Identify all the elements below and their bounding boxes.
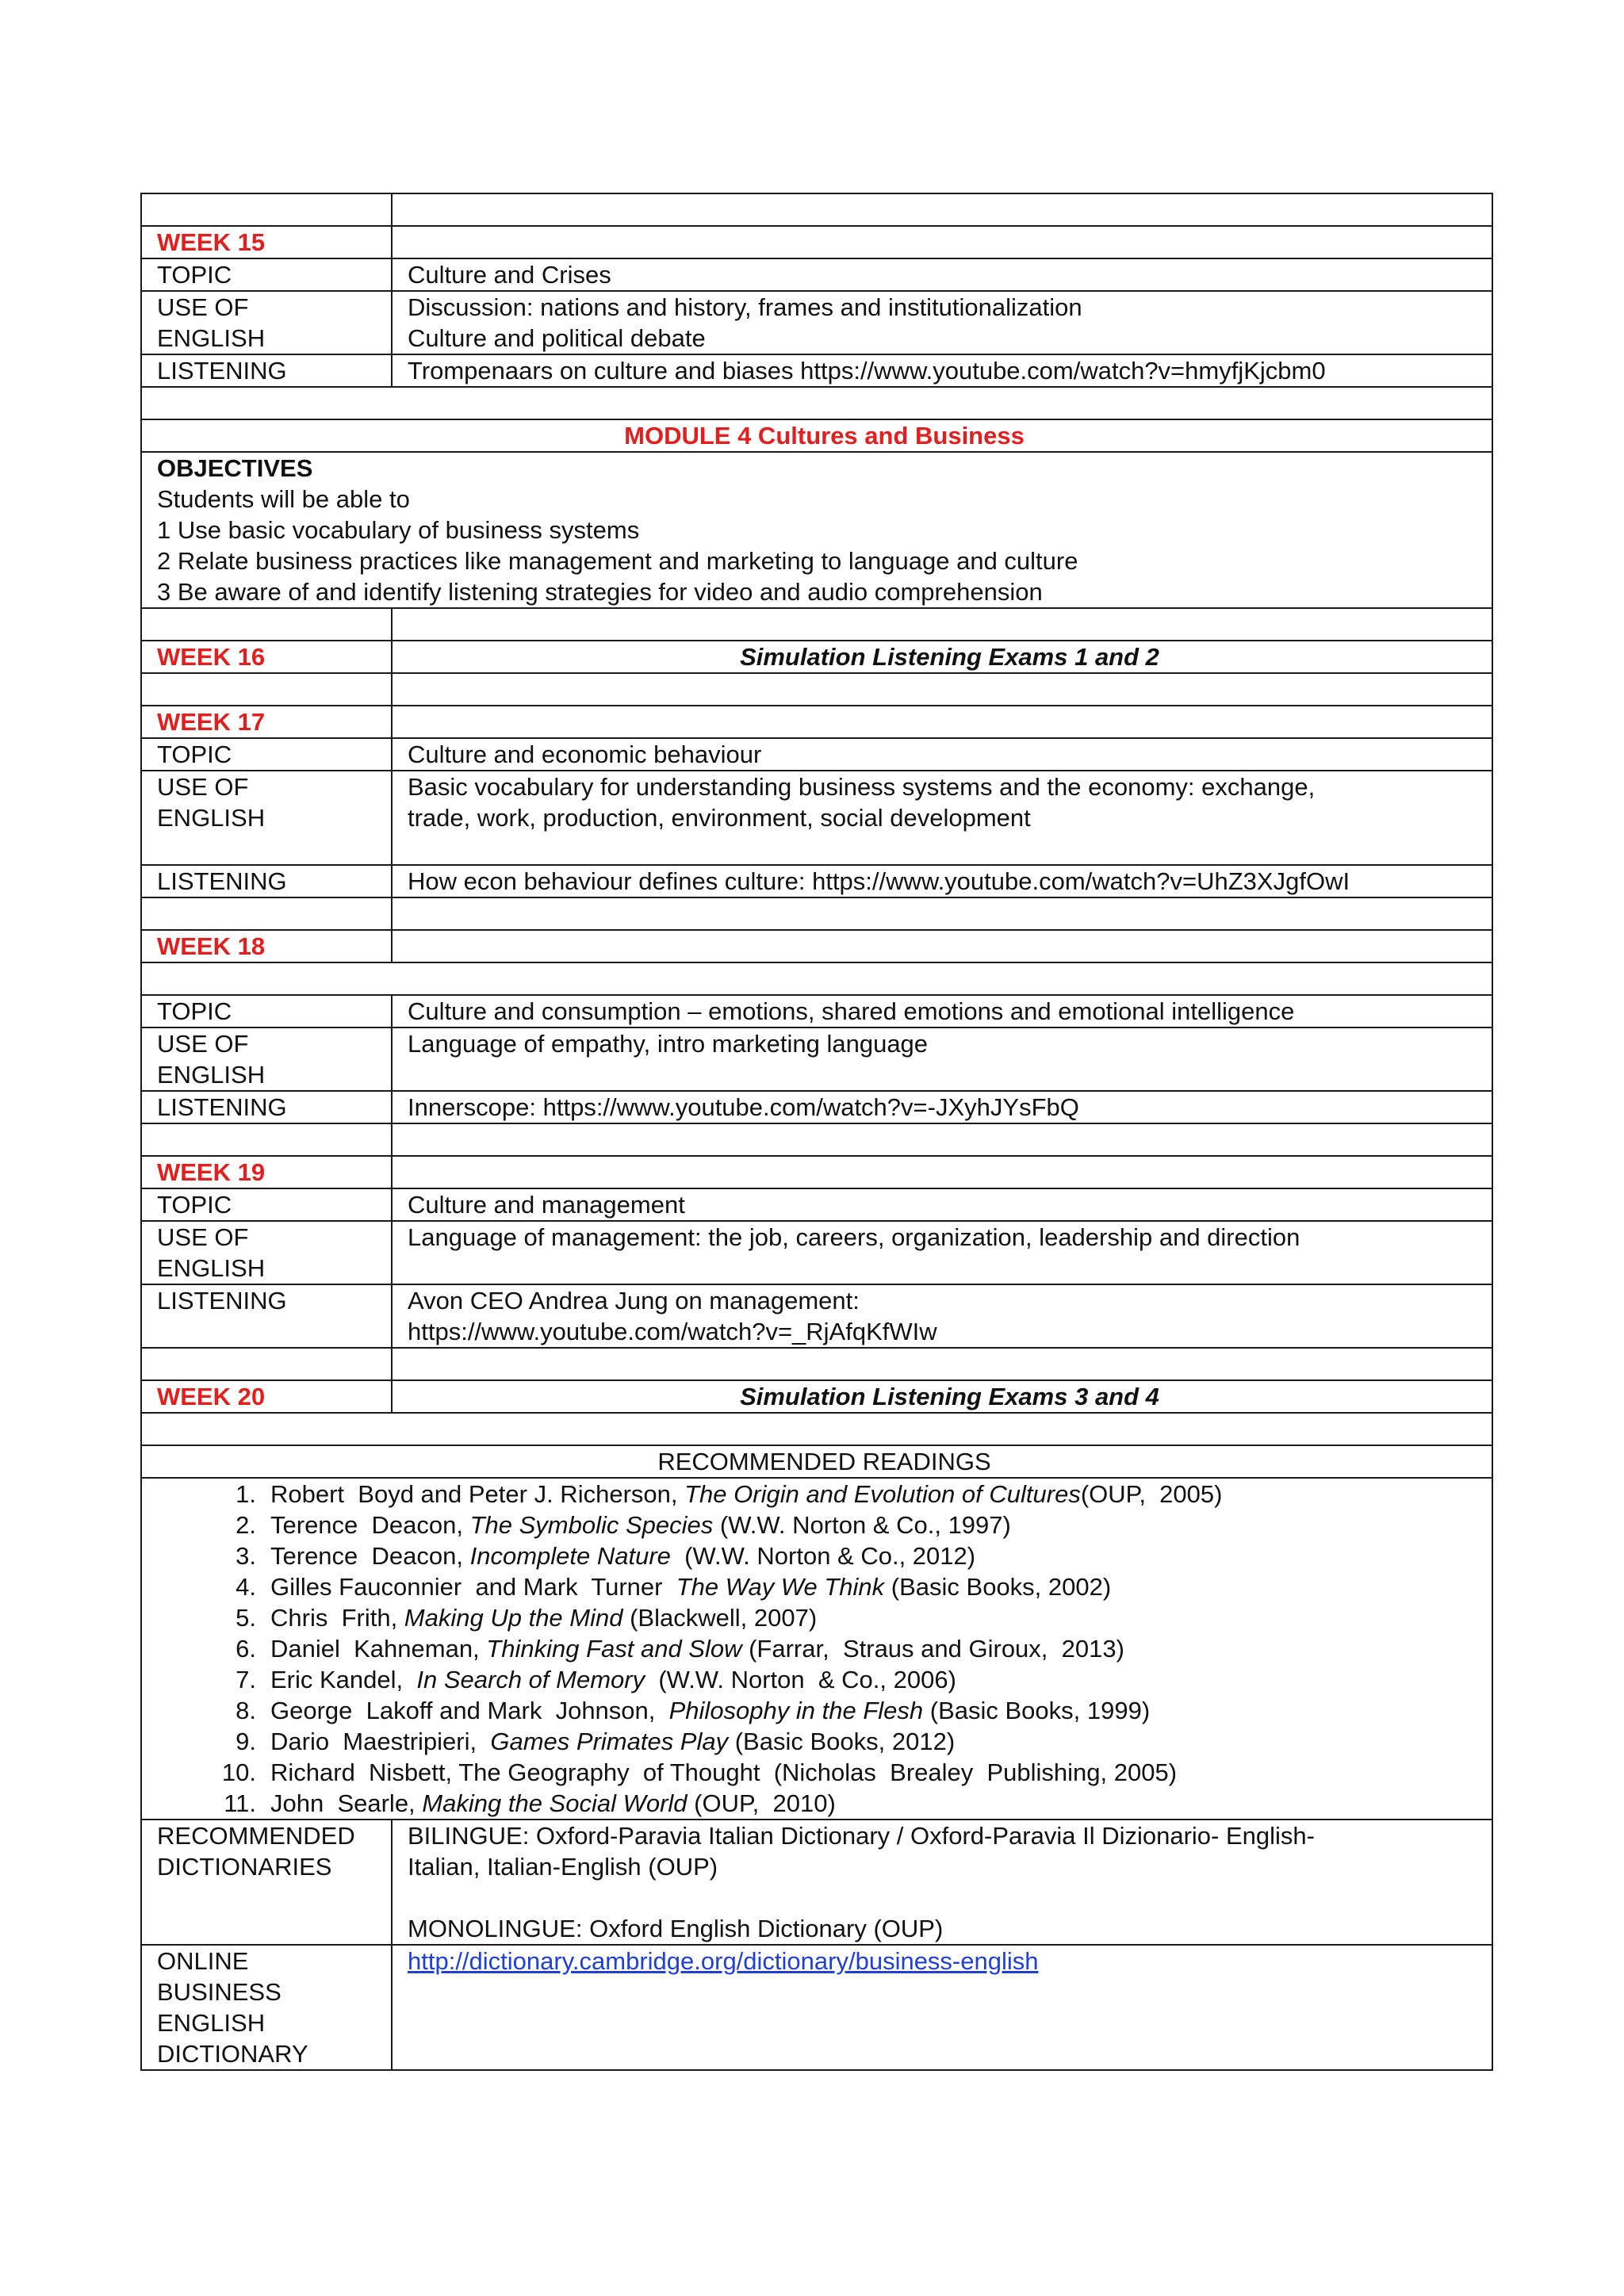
online-dictionary-row xyxy=(141,1945,1492,2070)
readings-list-cell xyxy=(141,1478,1492,1820)
reading-item xyxy=(236,1695,1492,1726)
reading-item xyxy=(224,1788,1492,1819)
reading-title: Games Primates Play xyxy=(490,1728,729,1755)
week-18-use-of-english: Language of empathy, intro marketing language xyxy=(392,1027,1492,1091)
reading-item xyxy=(236,1726,1492,1757)
blank-row xyxy=(141,1348,1492,1380)
week-16-label: WEEK 16 xyxy=(141,641,392,673)
week-17-topic-row xyxy=(141,738,1492,771)
use-of-english-label: USE OF ENGLISH xyxy=(141,1221,392,1284)
reading-publication: (W.W. Norton & Co., 1997) xyxy=(713,1511,1011,1539)
reading-author: Eric Kandel, xyxy=(270,1666,417,1693)
use-of-english-label: USE OF ENGLISH xyxy=(141,1027,392,1091)
reading-number: 5. xyxy=(236,1604,256,1632)
dictionaries-row xyxy=(141,1820,1492,1945)
reading-publication: (OUP, 2005) xyxy=(1080,1480,1223,1508)
reading-publication: (Basic Books, 2002) xyxy=(884,1573,1112,1601)
blank-row xyxy=(141,608,1492,641)
reading-author: Dario Maestripieri, xyxy=(270,1728,491,1755)
reading-title: The Origin and Evolution of Cultures xyxy=(684,1480,1081,1508)
week-16-row xyxy=(141,641,1492,673)
week-17-row xyxy=(141,706,1492,738)
reading-number: 6. xyxy=(236,1635,256,1663)
recommended-readings-title: RECOMMENDED READINGS xyxy=(141,1445,1492,1478)
reading-number: 4. xyxy=(236,1573,256,1601)
week-19-label: WEEK 19 xyxy=(141,1156,392,1188)
module-4-row xyxy=(141,419,1492,452)
topic-label: TOPIC xyxy=(141,1188,392,1221)
week-20-simulation: Simulation Listening Exams 3 and 4 xyxy=(392,1380,1492,1413)
objectives-line: 2 Relate business practices like management and marketing to language and culture xyxy=(157,547,1078,575)
listening-label: LISTENING xyxy=(141,865,392,897)
reading-item xyxy=(236,1540,1492,1571)
week-17-listening-row xyxy=(141,865,1492,897)
reading-author: John Searle, xyxy=(270,1789,423,1817)
reading-item xyxy=(236,1664,1492,1695)
reading-item xyxy=(221,1757,1492,1788)
blank-row xyxy=(141,962,1492,995)
week-19-row xyxy=(141,1156,1492,1188)
topic-label: TOPIC xyxy=(141,738,392,771)
use-of-english-label: USE OF ENGLISH xyxy=(141,291,392,354)
reading-title: The Way We Think xyxy=(676,1573,885,1601)
week-19-use-of-english: Language of management: the job, careers, organization, leadership and direction xyxy=(392,1221,1492,1284)
blank-row xyxy=(141,387,1492,419)
reading-title: In Search of Memory xyxy=(416,1666,645,1693)
bilingue-dictionary: BILINGUE: Oxford-Paravia Italian Dictionary / Oxford-Paravia Il Dizionario- English- xyxy=(408,1822,1315,1850)
topic-label: TOPIC xyxy=(141,258,392,291)
reading-author: Robert Boyd and Peter J. Richerson, xyxy=(270,1480,685,1508)
syllabus-table xyxy=(140,193,1493,2071)
week-19-use-row xyxy=(141,1221,1492,1284)
week-18-use-row xyxy=(141,1027,1492,1091)
objectives-row xyxy=(141,452,1492,608)
reading-title: Thinking Fast and Slow xyxy=(486,1635,742,1663)
reading-title: Making Up the Mind xyxy=(404,1604,623,1632)
blank-row xyxy=(141,897,1492,930)
dictionaries-list: BILINGUE: Oxford-Paravia Italian Dictionary / Oxford-Paravia Il Dizionario- English- Italian, Italian-English (OUP) MONOLINGUE: Oxford English Dictionary (OUP) xyxy=(392,1820,1492,1945)
reading-title: Philosophy in the Flesh xyxy=(668,1697,924,1724)
week-16-simulation: Simulation Listening Exams 1 and 2 xyxy=(392,641,1492,673)
reading-item xyxy=(236,1633,1492,1664)
reading-author: Richard Nisbett, The Geography of Thought (Nicholas Brealey Publishing, 2005) xyxy=(270,1758,1178,1786)
objectives-line: 3 Be aware of and identify listening strategies for video and audio comprehension xyxy=(157,578,1043,606)
reading-publication: (W.W. Norton & Co., 2006) xyxy=(645,1666,956,1693)
week-17-listening: How econ behaviour defines culture: https://www.youtube.com/watch?v=UhZ3XJgfOwI xyxy=(392,865,1492,897)
online-dictionary-link[interactable]: http://dictionary.cambridge.org/dictionary/business-english xyxy=(408,1947,1039,1975)
reading-title: The Symbolic Species xyxy=(469,1511,714,1539)
listening-label: LISTENING xyxy=(141,1091,392,1123)
week-17-use-row xyxy=(141,771,1492,865)
week-19-listening-row xyxy=(141,1284,1492,1348)
reading-publication: (Basic Books, 1999) xyxy=(923,1697,1151,1724)
monolingue-dictionary: MONOLINGUE: Oxford English Dictionary (OUP) xyxy=(408,1915,944,1942)
objectives-line: Students will be able to xyxy=(157,485,410,513)
listening-label: LISTENING xyxy=(141,1284,392,1348)
week-15-topic-row xyxy=(141,258,1492,291)
reading-item xyxy=(236,1479,1492,1510)
reading-number: 8. xyxy=(236,1697,256,1724)
week-15-listening: Trompenaars on culture and biases https://www.youtube.com/watch?v=hmyfjKjcbm0 xyxy=(392,354,1492,387)
reading-title: Incomplete Nature xyxy=(469,1542,671,1570)
use-of-english-label: USE OF ENGLISH xyxy=(141,771,392,865)
week-15-topic: Culture and Crises xyxy=(392,258,1492,291)
reading-author: Daniel Kahneman, xyxy=(270,1635,487,1663)
reading-publication: (OUP, 2010) xyxy=(687,1789,836,1817)
week-17-use-of-english: Basic vocabulary for understanding business systems and the economy: exchange, trade, work, production, environment, social development xyxy=(392,771,1492,865)
week-18-topic-row xyxy=(141,995,1492,1027)
reading-item xyxy=(236,1602,1492,1633)
reading-number: 1. xyxy=(236,1480,256,1508)
reading-number: 10. xyxy=(221,1758,256,1786)
week-18-label: WEEK 18 xyxy=(141,930,392,962)
blank-row xyxy=(141,1123,1492,1156)
reading-publication: (Blackwell, 2007) xyxy=(622,1604,818,1632)
reading-author: Chris Frith, xyxy=(270,1604,404,1632)
week-15-label: WEEK 15 xyxy=(141,226,392,258)
week-17-topic: Culture and economic behaviour xyxy=(392,738,1492,771)
listening-label: LISTENING xyxy=(141,354,392,387)
week-18-listening: Innerscope: https://www.youtube.com/watch?v=-JXyhJYsFbQ xyxy=(392,1091,1492,1123)
reading-publication: (Basic Books, 2012) xyxy=(728,1728,956,1755)
reading-item xyxy=(236,1510,1492,1540)
reading-author: Terence Deacon, xyxy=(270,1511,470,1539)
reading-author: Terence Deacon, xyxy=(270,1542,470,1570)
reading-number: 11. xyxy=(224,1789,256,1817)
week-19-topic-row xyxy=(141,1188,1492,1221)
online-dictionary-link-cell xyxy=(392,1945,1492,2070)
reading-number: 3. xyxy=(236,1542,256,1570)
reading-number: 2. xyxy=(236,1511,256,1539)
objectives-line: 1 Use basic vocabulary of business systems xyxy=(157,516,640,544)
reading-number: 9. xyxy=(236,1728,256,1755)
objectives-title: OBJECTIVES xyxy=(157,454,313,482)
week-19-listening: Avon CEO Andrea Jung on management: https://www.youtube.com/watch?v=_RjAfqKfWIw xyxy=(392,1284,1492,1348)
week-20-label: WEEK 20 xyxy=(141,1380,392,1413)
online-dictionary-label: ONLINE BUSINESS ENGLISH DICTIONARY xyxy=(141,1945,392,2070)
week-20-row xyxy=(141,1380,1492,1413)
reading-item xyxy=(236,1571,1492,1602)
objectives-block xyxy=(141,452,1492,608)
blank-row xyxy=(141,1413,1492,1445)
readings-list xyxy=(157,1479,1492,1819)
week-15-listening-row xyxy=(141,354,1492,387)
blank-row xyxy=(141,673,1492,706)
topic-label: TOPIC xyxy=(141,995,392,1027)
readings-row xyxy=(141,1478,1492,1820)
week-15-use-row xyxy=(141,291,1492,354)
reading-author: George Lakoff and Mark Johnson, xyxy=(270,1697,669,1724)
reading-publication: (W.W. Norton & Co., 2012) xyxy=(670,1542,976,1570)
reading-number: 7. xyxy=(236,1666,256,1693)
week-15-row xyxy=(141,226,1492,258)
reading-title: Making the Social World xyxy=(422,1789,688,1817)
week-19-topic: Culture and management xyxy=(392,1188,1492,1221)
week-18-row xyxy=(141,930,1492,962)
week-15-use-of-english: Discussion: nations and history, frames and institutionalization Culture and political debate xyxy=(392,291,1492,354)
module-4-heading: MODULE 4 Cultures and Business xyxy=(141,419,1492,452)
week-17-label: WEEK 17 xyxy=(141,706,392,738)
reading-author: Gilles Fauconnier and Mark Turner xyxy=(270,1573,676,1601)
readings-heading-row xyxy=(141,1445,1492,1478)
blank-row xyxy=(141,193,1492,226)
recommended-dictionaries-label: RECOMMENDED DICTIONARIES xyxy=(141,1820,392,1945)
week-18-topic: Culture and consumption – emotions, shared emotions and emotional intelligence xyxy=(392,995,1492,1027)
reading-publication: (Farrar, Straus and Giroux, 2013) xyxy=(741,1635,1124,1663)
week-18-listening-row xyxy=(141,1091,1492,1123)
